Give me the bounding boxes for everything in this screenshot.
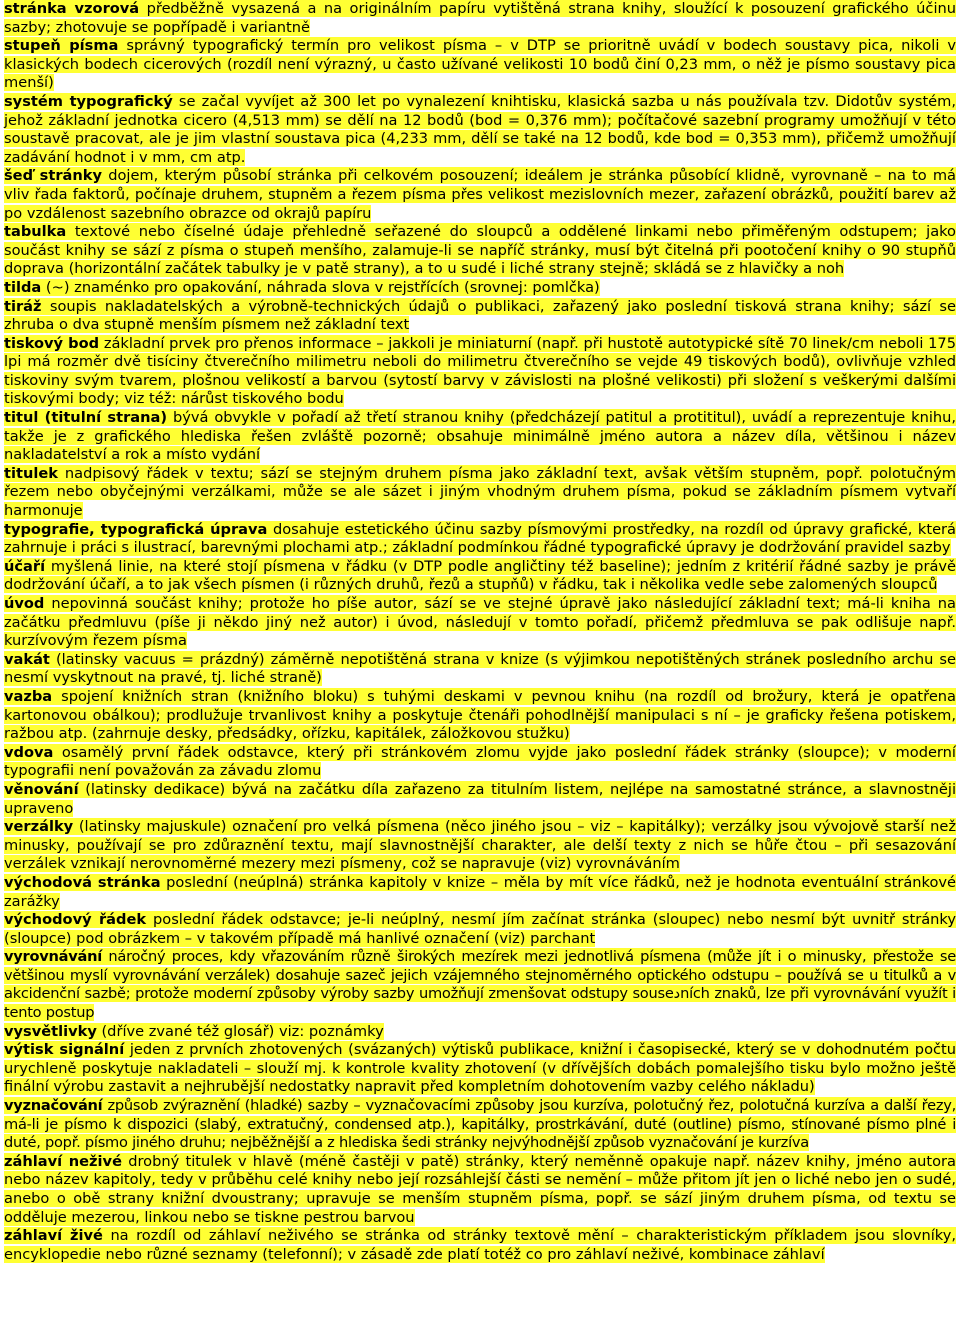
entry-term: účaří [4, 557, 46, 575]
entry-term: šeď stránky [4, 167, 102, 185]
glossary-page [4, 0, 956, 1264]
highlighted-text [4, 223, 956, 277]
highlighted-text [4, 595, 956, 649]
highlighted-text [4, 1153, 956, 1226]
entry-definition: spojení knižních stran (knižního bloku) s tuhými deskami v pevnou knihu (na rozdíl od brožury, která je opatřena kartonovou obálkou); prodlužuje trvanlivost knihy a poskytuje čtenáři pohodlnější manipulaci s ní – je graficky řešena potiskem, ražbou atp. (zahrnuje desky, předsádky, ořízku, kapitálek, záložkovou stužku) [4, 687, 956, 743]
entry-definition: poslední (neúplná) stránka kapitoly v knize – měla by mít více řádků, než je hodnota eventuální stránkové zarážky [4, 873, 956, 910]
highlighted-text [4, 37, 956, 91]
entry-definition: (~) znaménko pro opakování, náhrada slova v rejstřících (srovnej: pomlčka) [45, 278, 600, 296]
entry-term: východová stránka [4, 873, 161, 891]
entry-definition: jeden z prvních zhotovených (svázaných) výtisků publikace, knižní i časopisecké, který se v dohodnutém počtu urychleně poskytuje nakladateli – slouží mj. k kontrole kvality zhotovení (v dřívějších dobách pomalejšího tisku bylo možno ještě finální výrobu zastavit a nejhrubější nedostatky napravit před kompletním dohotovením vazby celého nákladu) [4, 1041, 956, 1096]
entry-term: vdova [4, 743, 54, 761]
entry-definition: předběžně vysazená a na originálním papíru vytištěná strana knihy, sloužící k posouzení grafického účinu sazby; zhotovuje se popřípadě i variantně [4, 0, 957, 36]
glossary-entry [4, 948, 956, 1022]
entry-definition: myšlená linie, na které stojí písmena v řádku (v DTP podle angličtiny též baseline); jedním z kritérií řádné sazby je právě dodržování účaří, a to jak všech písmen (i různých druhů, řezů a stupňů) v řádku, tak i několika vedle sebe zalomených sloupců [4, 557, 957, 594]
entry-term: vyznačování [4, 1097, 103, 1115]
entry-term: vysvětlivky [4, 1022, 97, 1040]
entry-definition: osamělý první řádek odstavce, který při stránkovém zlomu vyjde jako poslední řádek stránky (sloupce); v moderní typografii není považován za závadu zlomu [4, 743, 956, 780]
entry-definition: základní prvek pro přenos informace – jakkoli je miniaturní (např. při hustotě autotypické sítě 70 linek/cm neboli 175 lpi má rozměr dvě tisíciny čtverečního milimetru neboli do milimetru čtverečního se vejde 49 tiskových bodů), ovlivňuje vzhled tiskoviny svým tvarem, plošnou velikostí a barvou (sytostí barvy v závislosti na plošné velikosti) při složení s veškerými dalšími tiskovými body; viz též: nárůst tiskového bodu [4, 334, 956, 408]
glossary-entry [4, 744, 956, 781]
entry-definition: způsob zvýraznění (hladké) sazby – vyznačovacími způsoby jsou kurzíva, polotučný řez, polotučná kurzíva a další řezy, má-li je písmo k dispozici (slabý, extratučný, condensed atp.), kapitálky, prostrkávání, duté (outline) písmo, stínované písmo plné i duté, popř. písmo jiného druhu; nejběžnější a z hlediska šedi stránky nejvýhodnější způsob vyznačování je kurzíva [4, 1097, 957, 1152]
highlighted-text [4, 688, 956, 742]
highlighted-text [4, 744, 956, 780]
glossary-entry [4, 595, 956, 651]
entry-definition: drobný titulek v hlavě (méně častěji v patě) stránky, který neměnně opakuje např. název knihy, jméno autora nebo název kapitoly, tedy v průběhu celé knihy nebo její rozsáhlejší části se nemění – může přitom jít jen o liché nebo jen o sudé, anebo o obě strany knižní dvoustrany; upravuje se menším stupněm písma, popř. se sází jiným druhem písma, od textu se odděluje mezerou, linkou nebo se tiskne pestrou barvou [4, 1152, 957, 1226]
entry-term: vyrovnávání [4, 948, 103, 966]
glossary-entry [4, 465, 956, 521]
entry-term: záhlaví živé [4, 1227, 103, 1245]
highlighted-text [4, 1023, 384, 1040]
glossary-entry [4, 781, 956, 818]
entry-term: typografie, typografická úprava [4, 520, 268, 538]
entry-definition: se začal vyvíjet až 300 let po vynalezení knihtisku, klasická sazba u nás používala tzv. Didotův systém, jehož základní jednotka cicero (4,513 mm) se dělí na 12 bodů (bod = 0,376 mm); počítačové sazební programy umožňují v této soustavě pracovat, ale je jim vlastní soustava pica (4,233 mm, dělí se také na 12 bodů, kde bod = 0,353 mm), přičemž umožňují zadávání hodnot i v mm, cm atp. [4, 92, 957, 166]
highlighted-text [4, 911, 956, 947]
entry-definition: soupis nakladatelských a výrobně-technických údajů o publikaci, zařazený jako poslední tisková strana knihy; sází se zhruba o dva stupně menším písmem než základní text [4, 297, 956, 334]
glossary-entry [4, 279, 956, 298]
entry-definition: správný typografický termín pro velikost písma – v DTP se prioritně uvádí v bodech soustavy pica, nikoli v klasických bodech cicerových (rozdíl není výrazný, u často užívané velikosti 10 bodů činí 0,23 mm, o něž je písmo soustavy pica menší) [4, 37, 957, 92]
glossary-entry [4, 93, 956, 167]
entry-definition: poslední řádek odstavce; je-li neúplný, nesmí jím začínat stránka (sloupec) nebo nesmí být uvnitř stránky (sloupce) pod obrázkem – v takovém případě má hanlivé označení (viz) parchant [4, 911, 956, 947]
highlighted-text [4, 818, 956, 872]
highlighted-text [4, 167, 956, 221]
highlighted-text [4, 0, 956, 36]
glossary-entry [4, 223, 956, 279]
glossary-entry [4, 0, 956, 37]
entry-definition: dojem, kterým působí stránka při celkovém posouzení; ideálem je stránka působící klidně, vyrovnaně – na to má vliv řada faktorů, počínaje druhem, stupněm a řezem písma přes velikost mezislovních mezer, zařazení obrázků, použití barev až po vzdálenost sazebního obrazce od okrajů papíru [4, 167, 956, 222]
entry-term: tilda [4, 278, 42, 296]
highlighted-text [4, 1041, 956, 1095]
glossary-entry [4, 335, 956, 409]
glossary-entry [4, 298, 956, 335]
highlighted-text [4, 93, 956, 166]
entry-definition: na rozdíl od záhlaví neživého se stránka od stránky textově mění – charakteristickým příkladem jsou slovníky, encyklopedie nebo různé seznamy (telefonní); v zásadě zde platí totéž co pro záhlaví neživé, kombinace záhlaví [4, 1227, 957, 1263]
highlighted-text [4, 558, 956, 594]
glossary-entry [4, 1153, 956, 1227]
entry-term: východový řádek [4, 911, 147, 929]
entry-term: stránka vzorová [4, 0, 140, 17]
glossary-entry [4, 37, 956, 93]
glossary-entry [4, 1097, 956, 1153]
entry-definition: nadpisový řádek v textu; sází se stejným druhem písma jako základní text, avšak větším stupněm, popř. polotučným řezem nebo obyčejnými verzálkami, může se ale sázet i jiným vhodným druhem písma, pokud se základním písmem vytvaří harmonuje [4, 464, 957, 520]
glossary-entry [4, 911, 956, 948]
highlighted-text [4, 1097, 956, 1151]
entry-term: stupeň písma [4, 37, 119, 55]
entry-term: titul (titulní strana) [4, 409, 168, 427]
highlighted-text [4, 651, 956, 687]
highlighted-text [4, 465, 956, 519]
entry-definition: (latinsky majuskule) označení pro velká písmena (něco jiného jsou – viz – kapitálky); verzálky jsou vývojově starší než minusky, používají se pro zdůraznění textu, mají slavnostnější charakter, ale delší texty z nich se hůře čtou – při sesazování verzálek vznikají nerovnoměrné mezery mezi písmeny, což se napravuje (viz) vyrovnáváním [4, 818, 956, 873]
entry-definition: (latinsky dedikace) bývá na začátku díla zařazeno za titulním listem, nejlépe na samostatné stránce, a slavnostněji upraveno [4, 780, 956, 817]
highlighted-text [4, 781, 956, 817]
entry-term: tabulka [4, 223, 67, 241]
glossary-entry [4, 688, 956, 744]
glossary-entry [4, 409, 956, 465]
entry-definition: náročný proces, kdy vřazováním různě širokých mezírek mezi jednotlivá písmena (může jít i o minusky, přestože se většinou myslí vyrovnávání verzálek) dosahuje sazeč jejich vzájemného stejnoměrného optického odstupu – používá se u titulků a v akcidenční sazbě; protože moderní způsoby výroby sazby umožňují zmenšovat odstupy souseدních znaků, lze při vyrovnávání využít i tento postup [4, 948, 956, 1022]
highlighted-text [4, 279, 600, 296]
glossary-entry [4, 1227, 956, 1264]
entry-term: verzálky [4, 818, 74, 836]
highlighted-text [4, 1227, 956, 1263]
entry-definition: bývá obvykle v pořadí až třetí stranou knihy (předcházejí patitul a protititul), uvádí a reprezentuje knihu, takže je z grafického hlediska řešen zvláště pozorně; obsahuje minimálně jméno autora a název díla, většinou i název nakladatelství a rok a místo vydání [4, 409, 957, 464]
entry-term: systém typografický [4, 92, 173, 110]
entry-term: vazba [4, 687, 53, 705]
highlighted-text [4, 874, 956, 910]
highlighted-text [4, 335, 956, 408]
entry-term: titulek [4, 464, 58, 482]
glossary-entry [4, 1041, 956, 1097]
glossary-entry [4, 818, 956, 874]
entry-term: tiráž [4, 297, 42, 315]
entry-term: úvod [4, 595, 45, 612]
entry-term: záhlaví neživé [4, 1152, 122, 1170]
highlighted-text [4, 409, 956, 463]
glossary-entry [4, 167, 956, 223]
highlighted-text [4, 948, 956, 1021]
glossary-entry [4, 651, 956, 688]
glossary-entry [4, 558, 956, 595]
entry-term: výtisk signální [4, 1041, 125, 1059]
entry-definition: (dříve zvané též glosář) viz: poznámky [101, 1022, 384, 1040]
entry-term: věnování [4, 780, 79, 798]
glossary-entry [4, 874, 956, 911]
entry-definition: textové nebo číselné údaje přehledně seřazené do sloupců a oddělené linkami nebo přiměřeným odstupem; jako součást knihy se sází z písma o stupeň menšího, zalamuje-li se napříč stránky, musí být čitelná při pootočení knihy o 90 stupňů doprava (horizontální začátek tabulky je v patě strany), a to u sudé i liché strany stejně; skládá se z hlavičky a noh [4, 223, 956, 278]
entry-definition: (latinsky vacuus = prázdný) záměrně nepotištěná strana v knize (s výjimkou nepotištěných stránek posledního archu se nesmí vyskytnout na pravé, tj. liché straně) [4, 650, 956, 687]
entry-term: vakát [4, 650, 50, 668]
entry-definition: nepovinná součást knihy; protože ho píše autor, sází se ve stejné úpravě jako následující základní text; má-li kniha na začátku předmluvu (píše ji někdo jiný než autor) i úvod, následují v tomto pořadí, přičemž předmluva se pak odlišuje např. kurzívovým řezem písma [4, 595, 957, 650]
glossary-entry [4, 521, 956, 558]
entry-term: tiskový bod [4, 334, 100, 352]
glossary-entry [4, 1023, 956, 1042]
highlighted-text [4, 298, 956, 334]
entry-definition: dosahuje estetického účinu sazby písmovými prostředky, na rozdíl od úpravy grafické, která zahrnuje i práci s ilustrací, barevnými plochami atp.; základní podmínkou řádné typografické úpravy je dodržování pravidel sazby [4, 520, 956, 557]
highlighted-text [4, 521, 956, 557]
